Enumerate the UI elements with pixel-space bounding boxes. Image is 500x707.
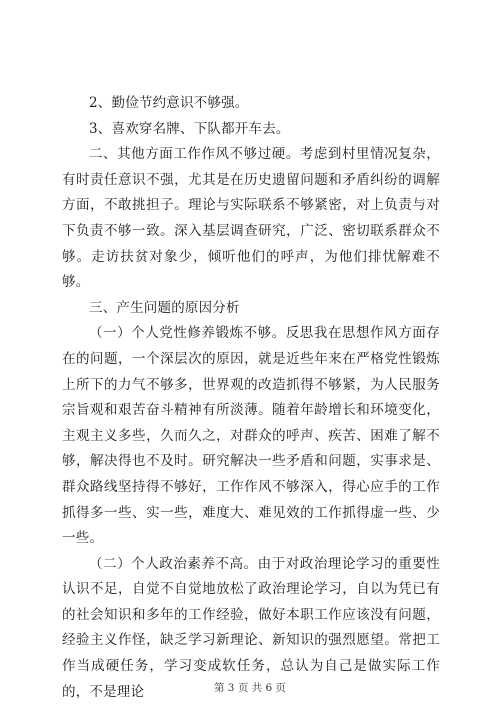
paragraph-item-3: 3、喜欢穿名牌、下队都开车去。: [89, 120, 290, 137]
paragraph-political-literacy: （二）个人政治素养不高。由于对政治理论学习的重要性认识不足，自觉不自觉地放松了政治理论学习，自以为凭已有的社会知识和多年的工作经验，做好本职工作应该没有问题，经验主义作怪，缺乏学习新理论、新知识的强烈愿望。常把工作当成硬任务，学习变成软任务，总认为自己是做实际工作的，不是理论: [62, 555, 440, 700]
paragraph-item-2: 2、勤俭节约意识不够强。: [89, 95, 249, 111]
page-footer: 第 3 页 共 6 页: [213, 682, 287, 694]
paragraph-work-style: 二、其他方面工作作风不够过硬。考虑到村里情况复杂，有时责任意识不强，尤其是在历史遗留问题和矛盾纠纷的调解方面，不敢挑担子。理论与实际联系不够紧密，对上负责与对下负责不够一致。深入基层调查研究，广泛、密切联系群众不够。走访扶贫对象少，倾听他们的呼声，为他们排忧解难不够。: [62, 146, 440, 291]
section-heading-causes: 三、产生问题的原因分析: [89, 299, 240, 316]
paragraph-party-spirit: （一）个人党性修养锻炼不够。反思我在思想作风方面存在的问题，一个深层次的原因，就是近些年来在严格党性锻炼上所下的力气不够多，世界观的改造抓得不够紧，为人民服务宗旨观和艰苦奋斗精神有所淡薄。随着年龄增长和环境变化，主观主义多些，久而久之，对群众的呼声、疾苦、困难了解不够，解决得也不及时。研究解决一些矛盾和问题，实事求是、群众路线坚持得不够好，工作作风不够深入，得心应手的工作抓得多一些、实一些，难度大、难见效的工作抓得虚一些、少一些。: [62, 325, 440, 547]
document-body: [62, 91, 440, 705]
